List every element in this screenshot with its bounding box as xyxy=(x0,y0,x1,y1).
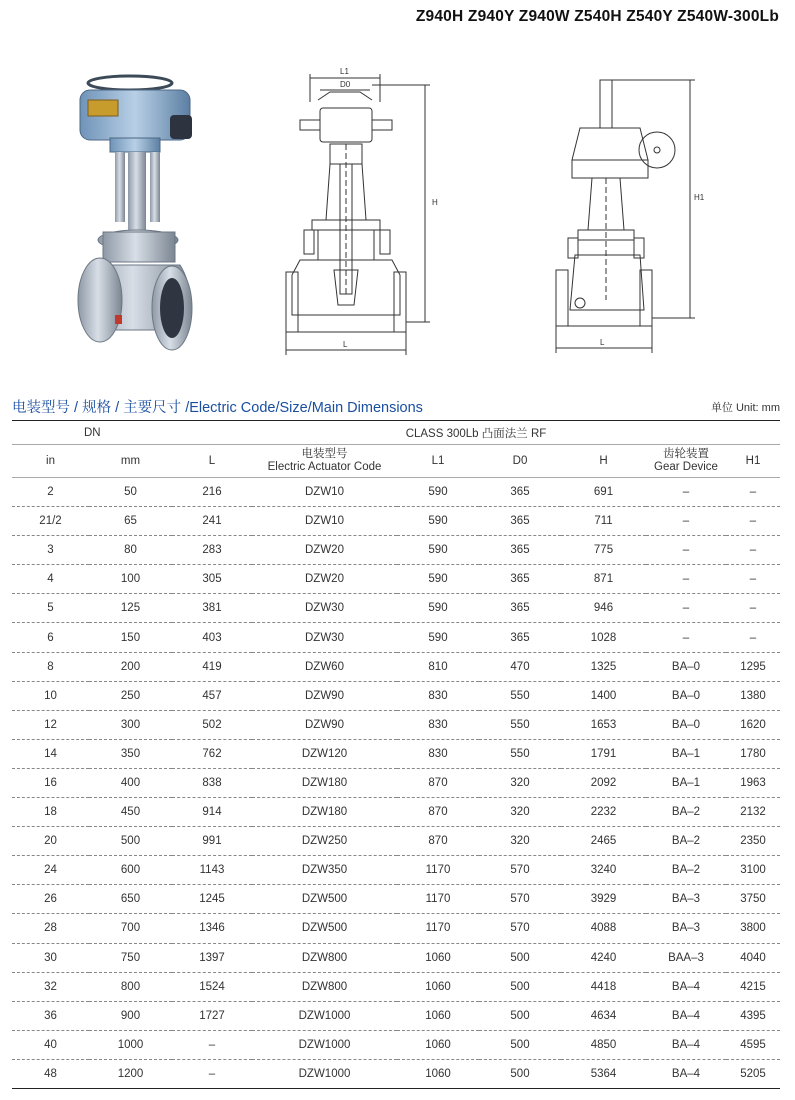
cell-L1: 830 xyxy=(397,681,479,710)
cell-code: DZW30 xyxy=(252,594,397,623)
cell-mm: 700 xyxy=(89,914,172,943)
cell-D0: 570 xyxy=(479,856,561,885)
cell-H: 2465 xyxy=(561,827,646,856)
cell-gear: BA–2 xyxy=(646,798,726,827)
cell-gear: BA–0 xyxy=(646,652,726,681)
cell-in: 3 xyxy=(12,536,89,565)
front-view-drawing xyxy=(286,74,430,355)
cell-H1: – xyxy=(726,623,780,652)
cell-code: DZW90 xyxy=(252,710,397,739)
cell-H: 691 xyxy=(561,478,646,507)
cell-mm: 125 xyxy=(89,594,172,623)
table-row xyxy=(12,652,780,681)
cell-in: 12 xyxy=(12,710,89,739)
cell-gear: BA–3 xyxy=(646,885,726,914)
cell-mm: 650 xyxy=(89,885,172,914)
cell-code: DZW180 xyxy=(252,768,397,797)
cell-L1: 1170 xyxy=(397,914,479,943)
cell-H: 2092 xyxy=(561,768,646,797)
cell-gear: BA–1 xyxy=(646,768,726,797)
cell-code: DZW180 xyxy=(252,798,397,827)
table-row xyxy=(12,565,780,594)
cell-mm: 450 xyxy=(89,798,172,827)
cell-gear: BA–1 xyxy=(646,739,726,768)
cell-H1: 5205 xyxy=(726,1059,780,1088)
cell-in: 2 xyxy=(12,478,89,507)
cell-in: 18 xyxy=(12,798,89,827)
valve-photo xyxy=(78,76,192,350)
cell-H: 4418 xyxy=(561,972,646,1001)
cell-code: DZW30 xyxy=(252,623,397,652)
cell-L: 1727 xyxy=(172,1001,252,1030)
header-code-cn: 电装型号 xyxy=(301,448,348,460)
table-row xyxy=(12,681,780,710)
header-code-en: Electric Actuator Code xyxy=(267,461,382,473)
label-L-front: L xyxy=(343,340,348,349)
cell-in: 5 xyxy=(12,594,89,623)
cell-D0: 500 xyxy=(479,972,561,1001)
cell-in: 24 xyxy=(12,856,89,885)
cell-L: 1346 xyxy=(172,914,252,943)
cell-in: 16 xyxy=(12,768,89,797)
cell-L: 1143 xyxy=(172,856,252,885)
cell-L1: 590 xyxy=(397,623,479,652)
cell-H1: 2132 xyxy=(726,798,780,827)
cell-L: – xyxy=(172,1030,252,1059)
table-row xyxy=(12,1030,780,1059)
unit-label: 单位 Unit: mm xyxy=(710,402,780,414)
header-class: CLASS 300Lb 凸面法兰 RF xyxy=(172,422,780,445)
label-H: H xyxy=(432,198,438,207)
table-row xyxy=(12,798,780,827)
cell-in: 48 xyxy=(12,1059,89,1088)
cell-H: 2232 xyxy=(561,798,646,827)
cell-D0: 570 xyxy=(479,914,561,943)
cell-gear: BA–2 xyxy=(646,856,726,885)
page-title: Z940H Z940Y Z940W Z540H Z540Y Z540W-300Lb xyxy=(415,8,779,25)
cell-H: 4634 xyxy=(561,1001,646,1030)
cell-L1: 830 xyxy=(397,739,479,768)
cell-code: DZW500 xyxy=(252,885,397,914)
cell-code: DZW20 xyxy=(252,565,397,594)
header-L1: L1 xyxy=(397,445,479,478)
cell-H1: 4395 xyxy=(726,1001,780,1030)
cell-gear: BA–0 xyxy=(646,710,726,739)
header-in: in xyxy=(12,445,89,478)
label-L-side: L xyxy=(600,338,605,347)
cell-H1: – xyxy=(726,507,780,536)
cell-H: 4850 xyxy=(561,1030,646,1059)
valve-figures xyxy=(0,60,795,380)
cell-mm: 1200 xyxy=(89,1059,172,1088)
section-title: 电装型号 / 规格 / 主要尺寸 /Electric Code/Size/Main Dimensions xyxy=(12,400,423,416)
cell-D0: 550 xyxy=(479,710,561,739)
cell-L1: 590 xyxy=(397,594,479,623)
cell-gear: BA–3 xyxy=(646,914,726,943)
header-gear-cn: 齿轮装置 xyxy=(663,448,709,460)
cell-in: 14 xyxy=(12,739,89,768)
cell-L: 403 xyxy=(172,623,252,652)
cell-gear: – xyxy=(646,594,726,623)
table-row xyxy=(12,972,780,1001)
cell-D0: 320 xyxy=(479,827,561,856)
cell-L: 502 xyxy=(172,710,252,739)
cell-code: DZW800 xyxy=(252,972,397,1001)
cell-in: 10 xyxy=(12,681,89,710)
cell-L1: 1060 xyxy=(397,1059,479,1088)
cell-D0: 365 xyxy=(479,565,561,594)
cell-H1: 2350 xyxy=(726,827,780,856)
cell-mm: 150 xyxy=(89,623,172,652)
cell-mm: 900 xyxy=(89,1001,172,1030)
cell-D0: 470 xyxy=(479,652,561,681)
cell-H1: 1620 xyxy=(726,710,780,739)
cell-L1: 1060 xyxy=(397,1030,479,1059)
cell-code: DZW10 xyxy=(252,478,397,507)
table-header-row-1 xyxy=(12,422,780,445)
cell-gear: BA–4 xyxy=(646,1030,726,1059)
cell-H: 775 xyxy=(561,536,646,565)
table-row xyxy=(12,885,780,914)
cell-D0: 500 xyxy=(479,943,561,972)
cell-mm: 750 xyxy=(89,943,172,972)
cell-mm: 300 xyxy=(89,710,172,739)
cell-D0: 320 xyxy=(479,768,561,797)
header-gear xyxy=(646,445,726,478)
cell-D0: 365 xyxy=(479,478,561,507)
cell-gear: BA–0 xyxy=(646,681,726,710)
cell-gear: – xyxy=(646,478,726,507)
cell-D0: 500 xyxy=(479,1001,561,1030)
header-gear-en: Gear Device xyxy=(654,461,718,473)
cell-L: 1397 xyxy=(172,943,252,972)
cell-in: 6 xyxy=(12,623,89,652)
cell-L1: 590 xyxy=(397,565,479,594)
cell-code: DZW250 xyxy=(252,827,397,856)
cell-in: 28 xyxy=(12,914,89,943)
cell-L: 305 xyxy=(172,565,252,594)
cell-code: DZW20 xyxy=(252,536,397,565)
cell-H1: – xyxy=(726,536,780,565)
cell-H1: 4595 xyxy=(726,1030,780,1059)
cell-gear: BA–4 xyxy=(646,1001,726,1030)
cell-L: 457 xyxy=(172,681,252,710)
cell-gear: – xyxy=(646,507,726,536)
header-D0: D0 xyxy=(479,445,561,478)
cell-code: DZW10 xyxy=(252,507,397,536)
cell-H1: – xyxy=(726,478,780,507)
cell-mm: 800 xyxy=(89,972,172,1001)
cell-code: DZW1000 xyxy=(252,1001,397,1030)
table-row xyxy=(12,943,780,972)
table-top-rule xyxy=(12,420,780,421)
cell-code: DZW500 xyxy=(252,914,397,943)
table-row xyxy=(12,478,780,507)
cell-D0: 550 xyxy=(479,739,561,768)
cell-L: 241 xyxy=(172,507,252,536)
cell-H1: 4215 xyxy=(726,972,780,1001)
cell-L1: 590 xyxy=(397,478,479,507)
cell-L: 381 xyxy=(172,594,252,623)
cell-L: – xyxy=(172,1059,252,1088)
cell-L1: 870 xyxy=(397,798,479,827)
table-header-row-2 xyxy=(12,445,780,478)
cell-mm: 1000 xyxy=(89,1030,172,1059)
cell-L1: 590 xyxy=(397,507,479,536)
header-code xyxy=(252,445,397,478)
cell-D0: 320 xyxy=(479,798,561,827)
cell-mm: 80 xyxy=(89,536,172,565)
cell-code: DZW1000 xyxy=(252,1059,397,1088)
cell-D0: 365 xyxy=(479,594,561,623)
cell-in: 20 xyxy=(12,827,89,856)
cell-gear: – xyxy=(646,565,726,594)
table-row xyxy=(12,768,780,797)
table-row xyxy=(12,710,780,739)
cell-D0: 365 xyxy=(479,536,561,565)
side-view-drawing xyxy=(556,80,695,353)
cell-H: 1028 xyxy=(561,623,646,652)
cell-L1: 1060 xyxy=(397,943,479,972)
cell-H: 3929 xyxy=(561,885,646,914)
label-H1: H1 xyxy=(694,193,705,202)
cell-L: 1524 xyxy=(172,972,252,1001)
cell-in: 26 xyxy=(12,885,89,914)
label-L1: L1 xyxy=(340,67,349,76)
section-header xyxy=(12,396,780,418)
cell-gear: BAA–3 xyxy=(646,943,726,972)
cell-L1: 590 xyxy=(397,536,479,565)
table-row xyxy=(12,1059,780,1088)
label-D0: D0 xyxy=(340,80,351,89)
cell-H: 1653 xyxy=(561,710,646,739)
cell-in: 21/2 xyxy=(12,507,89,536)
cell-H: 1325 xyxy=(561,652,646,681)
cell-L1: 1060 xyxy=(397,972,479,1001)
cell-H: 5364 xyxy=(561,1059,646,1088)
table-row xyxy=(12,507,780,536)
cell-code: DZW800 xyxy=(252,943,397,972)
cell-in: 36 xyxy=(12,1001,89,1030)
table-row xyxy=(12,623,780,652)
cell-H: 946 xyxy=(561,594,646,623)
cell-in: 30 xyxy=(12,943,89,972)
cell-code: DZW60 xyxy=(252,652,397,681)
cell-mm: 400 xyxy=(89,768,172,797)
cell-H1: 1963 xyxy=(726,768,780,797)
cell-H: 3240 xyxy=(561,856,646,885)
cell-mm: 100 xyxy=(89,565,172,594)
cell-in: 8 xyxy=(12,652,89,681)
cell-L1: 810 xyxy=(397,652,479,681)
cell-H1: 3750 xyxy=(726,885,780,914)
cell-D0: 500 xyxy=(479,1059,561,1088)
cell-L: 216 xyxy=(172,478,252,507)
cell-code: DZW120 xyxy=(252,739,397,768)
cell-D0: 365 xyxy=(479,507,561,536)
cell-H1: 1380 xyxy=(726,681,780,710)
cell-L1: 870 xyxy=(397,768,479,797)
table-row xyxy=(12,914,780,943)
header-mm: mm xyxy=(89,445,172,478)
cell-H1: – xyxy=(726,565,780,594)
cell-mm: 350 xyxy=(89,739,172,768)
table-row xyxy=(12,856,780,885)
cell-mm: 600 xyxy=(89,856,172,885)
cell-D0: 365 xyxy=(479,623,561,652)
table-row xyxy=(12,594,780,623)
cell-L: 991 xyxy=(172,827,252,856)
cell-L: 1245 xyxy=(172,885,252,914)
cell-code: DZW350 xyxy=(252,856,397,885)
cell-mm: 65 xyxy=(89,507,172,536)
table-row xyxy=(12,1001,780,1030)
cell-H1: 1295 xyxy=(726,652,780,681)
cell-H: 4240 xyxy=(561,943,646,972)
cell-H: 4088 xyxy=(561,914,646,943)
cell-D0: 550 xyxy=(479,681,561,710)
cell-L1: 1170 xyxy=(397,885,479,914)
cell-D0: 500 xyxy=(479,1030,561,1059)
cell-H1: 4040 xyxy=(726,943,780,972)
cell-H: 1791 xyxy=(561,739,646,768)
header-H1: H1 xyxy=(726,445,780,478)
cell-D0: 570 xyxy=(479,885,561,914)
cell-code: DZW90 xyxy=(252,681,397,710)
cell-L1: 1170 xyxy=(397,856,479,885)
cell-gear: – xyxy=(646,623,726,652)
table-row xyxy=(12,536,780,565)
cell-L: 762 xyxy=(172,739,252,768)
cell-L1: 870 xyxy=(397,827,479,856)
cell-H1: 1780 xyxy=(726,739,780,768)
cell-H: 711 xyxy=(561,507,646,536)
cell-in: 4 xyxy=(12,565,89,594)
cell-in: 32 xyxy=(12,972,89,1001)
cell-in: 40 xyxy=(12,1030,89,1059)
cell-L: 914 xyxy=(172,798,252,827)
header-H: H xyxy=(561,445,646,478)
cell-mm: 250 xyxy=(89,681,172,710)
cell-L1: 1060 xyxy=(397,1001,479,1030)
cell-L: 838 xyxy=(172,768,252,797)
header-L: L xyxy=(172,445,252,478)
cell-H: 871 xyxy=(561,565,646,594)
table-row xyxy=(12,827,780,856)
cell-gear: BA–2 xyxy=(646,827,726,856)
cell-gear: BA–4 xyxy=(646,972,726,1001)
cell-L1: 830 xyxy=(397,710,479,739)
cell-mm: 50 xyxy=(89,478,172,507)
cell-mm: 500 xyxy=(89,827,172,856)
cell-mm: 200 xyxy=(89,652,172,681)
cell-H1: – xyxy=(726,594,780,623)
cell-code: DZW1000 xyxy=(252,1030,397,1059)
cell-L: 419 xyxy=(172,652,252,681)
dimensions-table xyxy=(12,422,780,1089)
table-row xyxy=(12,739,780,768)
cell-gear: – xyxy=(646,536,726,565)
cell-H: 1400 xyxy=(561,681,646,710)
header-dn: DN xyxy=(12,422,172,445)
cell-H1: 3100 xyxy=(726,856,780,885)
cell-gear: BA–4 xyxy=(646,1059,726,1088)
cell-H1: 3800 xyxy=(726,914,780,943)
cell-L: 283 xyxy=(172,536,252,565)
